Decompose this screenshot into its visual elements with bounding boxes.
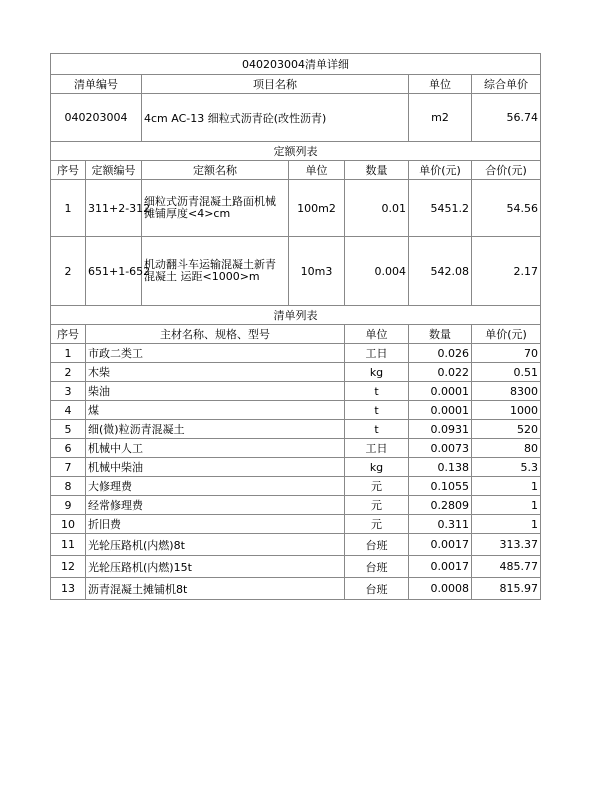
material-unit: kg (345, 458, 409, 477)
detail-table (50, 53, 541, 600)
material-qty: 0.0017 (409, 556, 472, 578)
quota-no-header: 序号 (51, 161, 86, 180)
table-row (51, 344, 541, 363)
quota-section-title: 定额列表 (51, 142, 541, 161)
material-price: 520 (472, 420, 541, 439)
material-name: 市政二类工 (86, 344, 345, 363)
bill-code-header: 清单编号 (51, 75, 142, 94)
material-no: 4 (51, 401, 86, 420)
quota-total: 54.56 (472, 180, 541, 237)
material-qty: 0.0001 (409, 401, 472, 420)
material-price-header: 单价(元) (472, 325, 541, 344)
material-no: 12 (51, 556, 86, 578)
quota-name: 细粒式沥青混凝土路面机械摊铺厚度<4>cm (142, 180, 289, 237)
material-price: 8300 (472, 382, 541, 401)
material-no-header: 序号 (51, 325, 86, 344)
quota-price: 542.08 (409, 237, 472, 306)
material-unit: 元 (345, 477, 409, 496)
material-unit: t (345, 401, 409, 420)
table-row (51, 401, 541, 420)
material-name: 光轮压路机(内燃)8t (86, 534, 345, 556)
table-row (51, 237, 541, 306)
material-unit: t (345, 382, 409, 401)
material-price: 313.37 (472, 534, 541, 556)
bill-unit-header: 单位 (409, 75, 472, 94)
material-price: 485.77 (472, 556, 541, 578)
quota-qty: 0.01 (345, 180, 409, 237)
material-qty: 0.022 (409, 363, 472, 382)
table-row (51, 180, 541, 237)
quota-code: 651+1-652 (86, 237, 142, 306)
material-no: 13 (51, 578, 86, 600)
table-row (51, 382, 541, 401)
table-row (51, 420, 541, 439)
quota-total: 2.17 (472, 237, 541, 306)
material-unit: t (345, 420, 409, 439)
quota-code-header: 定额编号 (86, 161, 142, 180)
table-row (51, 556, 541, 578)
material-qty: 0.0008 (409, 578, 472, 600)
bill-name: 4cm AC-13 细粒式沥青砼(改性沥青) (142, 94, 409, 142)
material-qty: 0.0931 (409, 420, 472, 439)
material-name: 细(微)粒沥青混凝土 (86, 420, 345, 439)
bill-unit: m2 (409, 94, 472, 142)
table-row (51, 534, 541, 556)
material-price: 5.3 (472, 458, 541, 477)
material-no: 2 (51, 363, 86, 382)
material-no: 7 (51, 458, 86, 477)
material-qty: 0.0017 (409, 534, 472, 556)
material-no: 1 (51, 344, 86, 363)
material-no: 8 (51, 477, 86, 496)
quota-no: 1 (51, 180, 86, 237)
material-price: 1 (472, 515, 541, 534)
bill-price: 56.74 (472, 94, 541, 142)
material-unit: 台班 (345, 578, 409, 600)
material-qty: 0.311 (409, 515, 472, 534)
material-qty: 0.1055 (409, 477, 472, 496)
bill-name-header: 项目名称 (142, 75, 409, 94)
material-no: 11 (51, 534, 86, 556)
material-price: 80 (472, 439, 541, 458)
bill-code: 040203004 (51, 94, 142, 142)
material-no: 6 (51, 439, 86, 458)
material-qty: 0.0001 (409, 382, 472, 401)
quota-unit: 10m3 (289, 237, 345, 306)
table-row (51, 439, 541, 458)
material-qty: 0.2809 (409, 496, 472, 515)
bill-price-header: 综合单价 (472, 75, 541, 94)
material-name: 机械中人工 (86, 439, 345, 458)
material-name: 光轮压路机(内燃)15t (86, 556, 345, 578)
quota-qty-header: 数量 (345, 161, 409, 180)
material-section-title: 清单列表 (51, 306, 541, 325)
material-no: 10 (51, 515, 86, 534)
quota-code: 311+2-312 (86, 180, 142, 237)
table-row (51, 515, 541, 534)
material-price: 1 (472, 477, 541, 496)
quota-total-header: 合价(元) (472, 161, 541, 180)
material-no: 5 (51, 420, 86, 439)
quota-unit: 100m2 (289, 180, 345, 237)
material-name: 木柴 (86, 363, 345, 382)
material-unit: 元 (345, 496, 409, 515)
quota-price-header: 单价(元) (409, 161, 472, 180)
material-price: 0.51 (472, 363, 541, 382)
quota-unit-header: 单位 (289, 161, 345, 180)
quota-qty: 0.004 (345, 237, 409, 306)
quota-name-header: 定额名称 (142, 161, 289, 180)
table-row (51, 496, 541, 515)
material-name: 柴油 (86, 382, 345, 401)
quota-name: 机动翻斗车运输混凝土新青混凝土 运距<1000>m (142, 237, 289, 306)
table-row (51, 477, 541, 496)
material-unit: 台班 (345, 556, 409, 578)
material-qty-header: 数量 (409, 325, 472, 344)
material-price: 815.97 (472, 578, 541, 600)
material-no: 9 (51, 496, 86, 515)
table-row (51, 578, 541, 600)
material-unit: 工日 (345, 439, 409, 458)
material-name-header: 主材名称、规格、型号 (86, 325, 345, 344)
material-price: 1000 (472, 401, 541, 420)
material-price: 1 (472, 496, 541, 515)
material-unit-header: 单位 (345, 325, 409, 344)
material-no: 3 (51, 382, 86, 401)
material-price: 70 (472, 344, 541, 363)
material-unit: 工日 (345, 344, 409, 363)
material-qty: 0.0073 (409, 439, 472, 458)
quota-price: 5451.2 (409, 180, 472, 237)
material-unit: 元 (345, 515, 409, 534)
material-name: 经常修理费 (86, 496, 345, 515)
table-row (51, 458, 541, 477)
material-unit: kg (345, 363, 409, 382)
quota-no: 2 (51, 237, 86, 306)
material-unit: 台班 (345, 534, 409, 556)
table-row (51, 363, 541, 382)
material-name: 煤 (86, 401, 345, 420)
material-name: 折旧费 (86, 515, 345, 534)
material-name: 大修理费 (86, 477, 345, 496)
table-title: 040203004清单详细 (51, 54, 541, 75)
material-name: 机械中柴油 (86, 458, 345, 477)
material-qty: 0.026 (409, 344, 472, 363)
material-name: 沥青混凝土摊铺机8t (86, 578, 345, 600)
material-qty: 0.138 (409, 458, 472, 477)
